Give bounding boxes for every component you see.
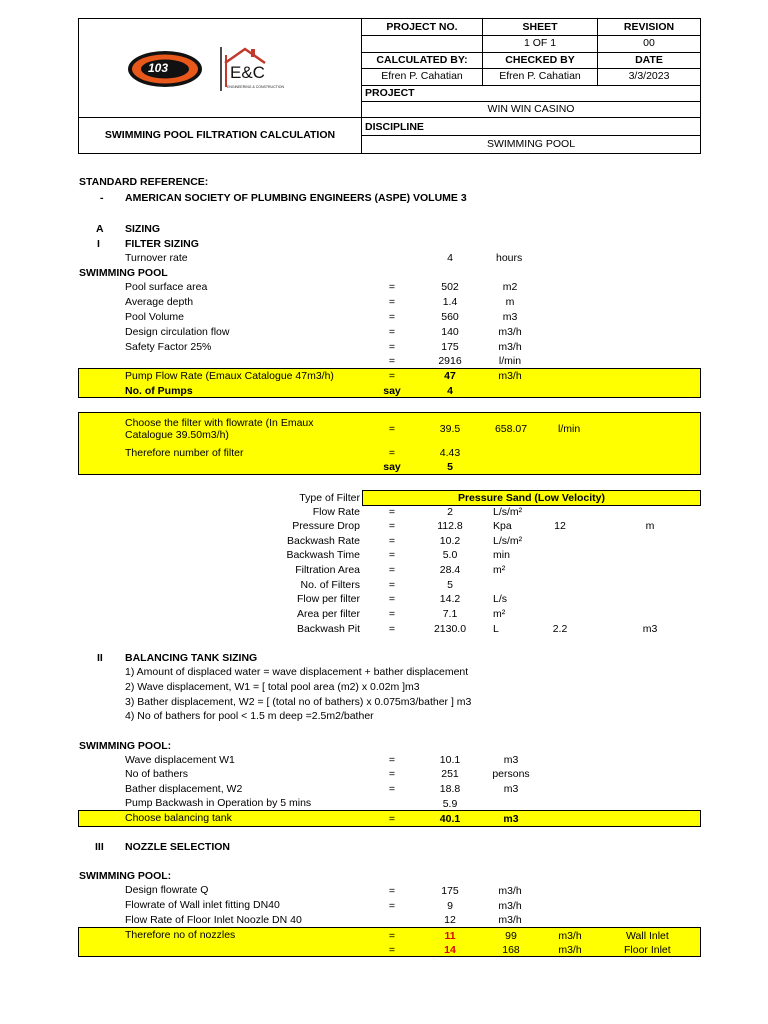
row-unit: m xyxy=(505,296,515,308)
filter-choice-eq: = xyxy=(388,423,396,435)
spec-value: 14.2 xyxy=(439,593,461,605)
section-a-letter: A xyxy=(96,223,104,235)
balancing-tank-unit: m3 xyxy=(503,813,519,825)
result-unit: m3/h xyxy=(558,944,582,956)
spec-label: Pressure Drop xyxy=(292,520,360,532)
discipline-label: DISCIPLINE xyxy=(365,121,424,133)
spec-eq: = xyxy=(388,593,396,605)
pump-flow-unit: m3/h xyxy=(498,370,522,382)
row-value: 9 xyxy=(447,900,453,912)
project-label: PROJECT xyxy=(365,87,415,99)
section-ii-number: II xyxy=(97,652,103,664)
spec-eq: = xyxy=(388,520,396,532)
spec-value: 5.0 xyxy=(442,549,458,561)
row-label: Design circulation flow xyxy=(125,326,230,338)
row-value: 175 xyxy=(441,341,459,353)
row-label: Flow Rate of Floor Inlet Noozle DN 40 xyxy=(125,914,302,926)
row-unit: m3/h xyxy=(498,914,522,926)
spec-label: No. of Filters xyxy=(300,579,360,591)
pool-heading: SWIMMING POOL xyxy=(79,267,168,279)
turnover-unit: hours xyxy=(496,252,523,264)
row-value: 18.8 xyxy=(439,783,461,795)
reference-bullet: - xyxy=(100,192,104,204)
spec-extra-unit: m xyxy=(645,520,655,532)
spec-unit: min xyxy=(493,549,510,561)
row-eq: = xyxy=(388,341,396,353)
row-label: Pump Backwash in Operation by 5 mins xyxy=(125,797,312,809)
date-value: 3/3/2023 xyxy=(628,70,670,82)
document-title: SWIMMING POOL FILTRATION CALCULATION xyxy=(104,129,336,141)
checked-by-label: CHECKED BY xyxy=(505,54,575,66)
header-block xyxy=(78,18,701,154)
spec-label: Backwash Pit xyxy=(296,623,360,635)
turnover-label: Turnover rate xyxy=(125,252,188,264)
row-value: 1.4 xyxy=(442,296,458,308)
spec-eq: = xyxy=(388,623,396,635)
balancing-pool-heading: SWIMMING POOL: xyxy=(79,740,172,752)
spec-extra: 2.2 xyxy=(552,623,568,635)
spec-eq: = xyxy=(388,506,396,518)
calculated-by-label: CALCULATED BY: xyxy=(376,54,468,66)
pump-flow-value: 47 xyxy=(444,370,456,382)
result-eq: = xyxy=(388,944,396,956)
spec-unit: L/s/m² xyxy=(493,535,523,547)
spec-eq: = xyxy=(388,579,396,591)
spec-unit: m² xyxy=(493,564,506,576)
nozzle-result-label: Therefore no of nozzles xyxy=(125,929,236,941)
row-unit: persons xyxy=(492,768,530,780)
note-item: 3) Bather displacement, W2 = [ (total no of bathers) x 0.075m3/bather ] m3 xyxy=(125,696,472,708)
result-type: Wall Inlet xyxy=(626,930,669,942)
spec-value: 7.1 xyxy=(442,608,458,620)
logo-tagline: ENGINEERING & CONSTRUCTION xyxy=(227,85,284,89)
row-value: 5.9 xyxy=(442,798,458,810)
filter-choice-lpm: 658.07 xyxy=(494,423,528,435)
spec-value: 10.2 xyxy=(439,535,461,547)
row-label: Flowrate of Wall inlet fitting DN40 xyxy=(125,899,280,911)
spec-unit: m² xyxy=(493,608,506,620)
result-count: 14 xyxy=(444,944,456,956)
num-pumps-say: say xyxy=(383,385,401,397)
row-value: 175 xyxy=(441,885,459,897)
row-unit: l/min xyxy=(498,355,522,367)
row-eq: = xyxy=(388,783,396,795)
row-value: 502 xyxy=(441,281,459,293)
filter-say-value: 5 xyxy=(447,461,453,473)
spec-eq: = xyxy=(388,535,396,547)
revision-value: 00 xyxy=(643,37,655,49)
row-label: Wave displacement W1 xyxy=(125,754,235,766)
spec-label: Flow Rate xyxy=(312,506,360,518)
row-eq: = xyxy=(388,768,396,780)
row-unit: m3/h xyxy=(498,900,522,912)
row-eq: = xyxy=(388,754,396,766)
row-unit: m3/h xyxy=(498,885,522,897)
logo-badge-text: 103 xyxy=(148,61,169,75)
spec-extra: 12 xyxy=(554,520,566,532)
result-type: Floor Inlet xyxy=(624,944,671,956)
section-iii-title: NOZZLE SELECTION xyxy=(125,841,230,853)
pump-flow-label: Pump Flow Rate (Emaux Catalogue 47m3/h) xyxy=(125,370,334,382)
section-a-title: SIZING xyxy=(125,223,161,235)
row-value: 140 xyxy=(441,326,459,338)
spec-eq: = xyxy=(388,564,396,576)
row-label: No of bathers xyxy=(125,768,189,780)
note-item: 1) Amount of displaced water = wave displacement + bather displacement xyxy=(125,666,469,678)
row-label: Average depth xyxy=(125,296,194,308)
discipline-value: SWIMMING POOL xyxy=(486,138,576,150)
section-iii-number: III xyxy=(95,841,104,853)
filter-type-value: Pressure Sand (Low Velocity) xyxy=(457,492,606,504)
company-logo xyxy=(127,43,284,99)
balancing-tank-label: Choose balancing tank xyxy=(125,812,232,824)
row-unit: m2 xyxy=(502,281,518,293)
filter-number-label: Therefore number of filter xyxy=(125,447,244,459)
row-unit: m3 xyxy=(503,754,519,766)
filter-type-label: Type of Filter xyxy=(299,492,360,504)
row-value: 251 xyxy=(441,768,459,780)
row-eq: = xyxy=(388,296,396,308)
spec-unit: L/s/m² xyxy=(493,506,523,518)
spec-label: Area per filter xyxy=(296,608,360,620)
filter-number-value: 4.43 xyxy=(439,447,461,459)
spec-unit: Kpa xyxy=(493,520,512,532)
section-ii-title: BALANCING TANK SIZING xyxy=(125,652,258,664)
spec-eq: = xyxy=(388,608,396,620)
spec-unit: L/s xyxy=(493,593,508,605)
row-unit: m3/h xyxy=(498,326,522,338)
row-label: Safety Factor 25% xyxy=(125,341,212,353)
filter-choice-label-1: Choose the filter with flowrate (In Emaux xyxy=(125,417,314,429)
row-label: Design flowrate Q xyxy=(125,884,209,896)
spec-label: Backwash Time xyxy=(286,549,360,561)
row-unit: m3/h xyxy=(498,341,522,353)
result-flow: 168 xyxy=(502,944,520,956)
project-no-label: PROJECT NO. xyxy=(386,21,458,33)
section-i-number: I xyxy=(97,238,100,250)
row-unit: m3 xyxy=(503,783,519,795)
result-count: 11 xyxy=(444,930,456,942)
row-eq: = xyxy=(388,311,396,323)
row-eq: = xyxy=(388,281,396,293)
filter-say: say xyxy=(383,461,401,473)
project-value: WIN WIN CASINO xyxy=(487,103,575,115)
nozzle-pool-heading: SWIMMING POOL: xyxy=(79,870,172,882)
row-unit: m3 xyxy=(502,311,518,323)
filter-number-eq: = xyxy=(388,447,396,459)
row-value: 10.1 xyxy=(439,754,461,766)
spec-unit: L xyxy=(493,623,499,635)
row-label: Pool Volume xyxy=(125,311,184,323)
turnover-value: 4 xyxy=(447,252,453,264)
note-item: 2) Wave displacement, W1 = [ total pool area (m2) x 0.02m ]m3 xyxy=(125,681,420,693)
num-pumps-value: 4 xyxy=(447,385,453,397)
spec-value: 2130.0 xyxy=(433,623,467,635)
balancing-tank-value: 40.1 xyxy=(439,813,461,825)
reference-text: AMERICAN SOCIETY OF PLUMBING ENGINEERS (ASPE) VOLUME 3 xyxy=(125,192,467,204)
result-flow: 99 xyxy=(505,930,517,942)
reference-label: STANDARD REFERENCE: xyxy=(79,176,209,188)
checked-by-value: Efren P. Cahatian xyxy=(499,70,581,82)
spec-label: Backwash Rate xyxy=(287,535,360,547)
filter-choice-value: 39.5 xyxy=(439,423,461,435)
row-eq: = xyxy=(388,885,396,897)
result-eq: = xyxy=(388,930,396,942)
section-i-title: FILTER SIZING xyxy=(125,238,199,250)
row-eq: = xyxy=(388,355,396,367)
result-unit: m3/h xyxy=(558,930,582,942)
spec-extra-unit: m3 xyxy=(642,623,658,635)
sheet-value: 1 OF 1 xyxy=(523,37,557,49)
spec-eq: = xyxy=(388,549,396,561)
revision-label: REVISION xyxy=(623,21,675,33)
spec-label: Flow per filter xyxy=(296,593,360,605)
pump-flow-eq: = xyxy=(388,370,396,382)
filter-choice-unit: l/min xyxy=(558,423,581,435)
spec-value: 112.8 xyxy=(437,520,463,532)
sheet-label: SHEET xyxy=(522,21,558,33)
spec-value: 2 xyxy=(447,506,453,518)
row-value: 12 xyxy=(444,914,456,926)
row-label: Pool surface area xyxy=(125,281,208,293)
spec-value: 5 xyxy=(447,579,453,591)
spec-value: 28.4 xyxy=(439,564,461,576)
filter-choice-label-2: Catalogue 39.50m3/h) xyxy=(125,429,229,441)
balancing-tank-eq: = xyxy=(388,813,396,825)
date-label: DATE xyxy=(635,54,663,66)
row-value: 560 xyxy=(441,311,459,323)
calculated-by-value: Efren P. Cahatian xyxy=(381,70,463,82)
row-eq: = xyxy=(388,900,396,912)
num-pumps-label: No. of Pumps xyxy=(125,385,193,397)
note-item: 4) No of bathers for pool < 1.5 m deep =2.5m2/bather xyxy=(125,710,374,722)
spec-label: Filtration Area xyxy=(295,564,360,576)
logo-brand-text: E&C xyxy=(230,63,265,82)
row-eq: = xyxy=(388,326,396,338)
row-label: Bather displacement, W2 xyxy=(125,783,243,795)
row-value: 2916 xyxy=(438,355,462,367)
